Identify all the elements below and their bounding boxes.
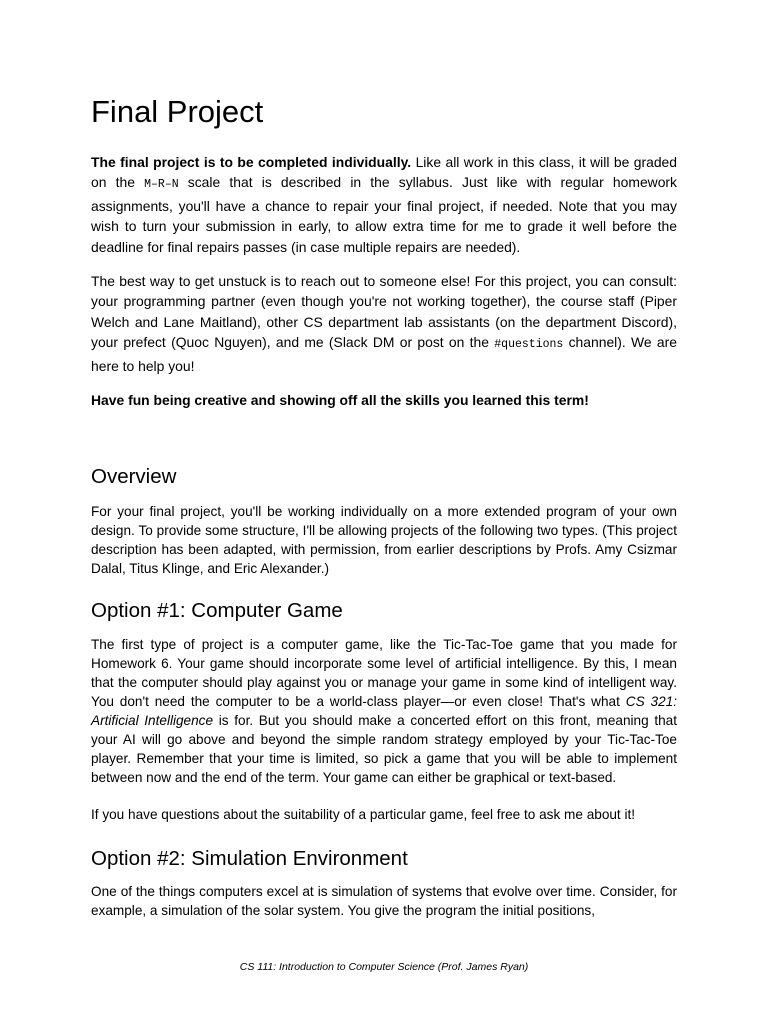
option1-text-1: The first type of project is a computer game, like the Tic-Tac-Toe game that you made for Homework 6. Your game should incorporate some level of artificial intelligence. By this, I mean that the computer should play against you or manage your game in some kind of intelligent way. You don't need the computer to be a world-class player—or even close! That's what — [91, 637, 677, 709]
page-footer: CS 111: Introduction to Computer Science (Prof. James Ryan) — [239, 961, 529, 973]
option1-questions: If you have questions about the suitability of a particular game, feel free to ask me about it! — [91, 807, 636, 822]
page-title: Final Project — [91, 94, 264, 129]
intro-bold-lead: The final project is to be completed individually. — [91, 154, 412, 170]
help-paragraph — [91, 271, 677, 376]
option1-heading: Option #1: Computer Game — [91, 599, 343, 622]
fun-line — [91, 390, 677, 410]
fun-line-text: Have fun being creative and showing off all the skills you learned this term! — [91, 392, 589, 408]
help-text-2: channel). We are here to help you! — [91, 334, 677, 374]
intro-text-2: scale that is described in the syllabus. Just like with regular homework assignments, you'll have a chance to repair your final project, if needed. Note that you may wish to turn your submission in early, to allow extra time for me to grade it well before the deadline for final repairs passes (in case multiple repairs are needed). — [91, 174, 678, 255]
intro-text-1: Like all work in this class, it will be graded on the — [91, 154, 677, 191]
help-text-1: The best way to get unstuck is to reach out to someone else! For this project, you can consult: your programming partner (even though you're not working together), the course staff (Piper Welch and Lane Maitland), other CS department lab assistants (on the department Discord), your prefect (Quoc Nguyen), and me (Slack DM or post on the — [91, 273, 677, 351]
option2-heading: Option #2: Simulation Environment — [91, 847, 408, 870]
option1-text-2: is for. But you should make a concerted effort on this front, meaning that your AI will go above and beyond the simple random strategy employed by your Tic-Tac-Toe player. Remember that your time is limited, so pick a game that you will be able to implement between now and the end of the term. Your game can either be graphical or text-based. — [91, 713, 677, 785]
option1-paragraph — [91, 635, 677, 787]
overview-paragraph: For your final project, you'll be working individually on a more extended program of your own design. To provide some structure, I'll be allowing projects of the following two types. (This project description has been adapted, with permission, from earlier descriptions by Profs. Amy Csizmar Dalal, Titus Klinge, and Eric Alexander.) — [91, 504, 677, 576]
questions-channel-code: #questions — [494, 338, 564, 352]
overview-heading: Overview — [91, 465, 177, 488]
intro-paragraph — [91, 152, 677, 257]
scale-code: M–R–N — [144, 178, 179, 192]
ai-course-name: CS 321: Artificial Intelligence — [91, 694, 677, 728]
option2-paragraph: One of the things computers excel at is simulation of systems that evolve over time. Consider, for example, a simulation of the solar system. You give the program the initial positions, — [91, 884, 677, 918]
